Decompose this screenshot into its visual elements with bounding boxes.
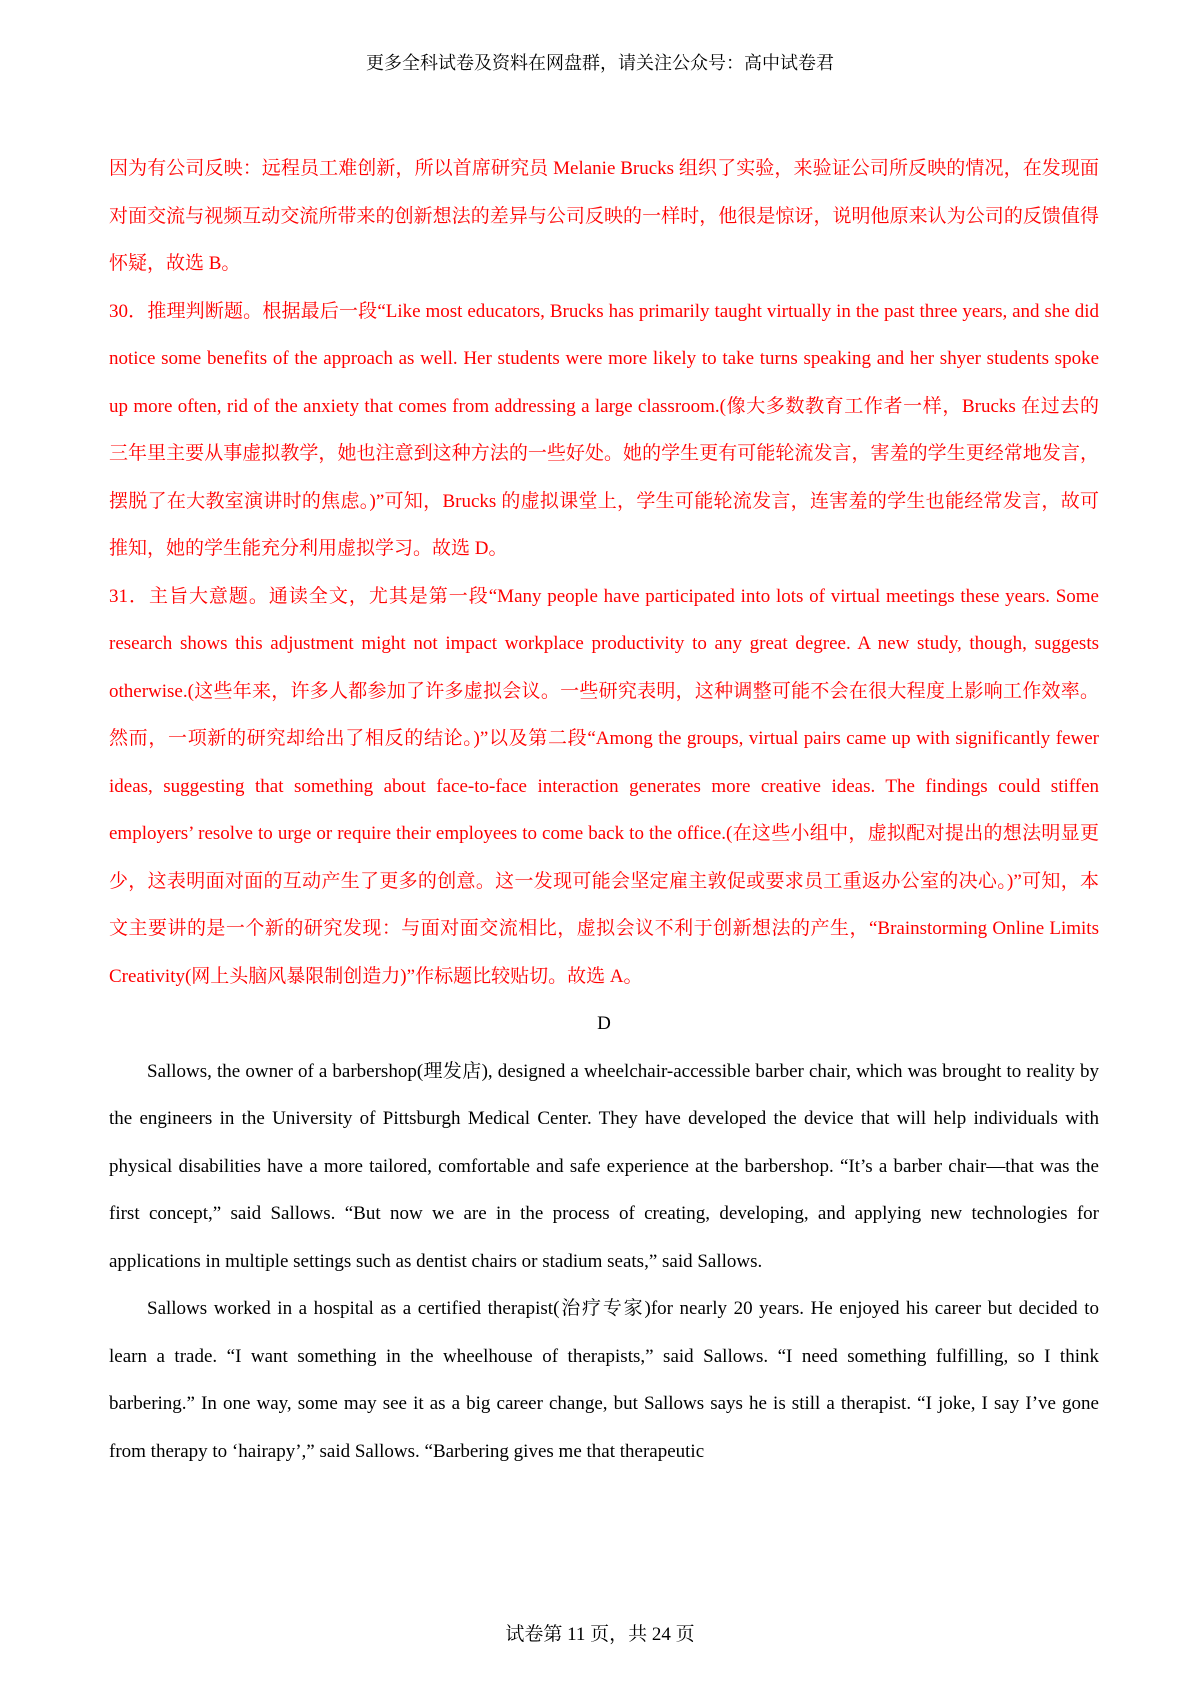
page-content (109, 145, 1099, 1475)
answer-q30: 30．推理判断题。根据最后一段“Like most educators, Brucks has primarily taught virtually in the past three years, and she did notice some benefits of the approach as well. Her students were more likely to take turns speaking and her shyer students spoke up more often, rid of the anxiety that comes from addressing a large classroom.(像大多数教育工作者一样，Brucks 在过去的三年里主要从事虚拟教学，她也注意到这种方法的一些好处。她的学生更有可能轮流发言，害羞的学生更经常地发言，摆脱了在大教室演讲时的焦虑。)”可知，Brucks 的虚拟课堂上，学生可能轮流发言，连害羞的学生也能经常发言，故可推知，她的学生能充分利用虚拟学习。故选 D。 (109, 300, 1099, 559)
passage-paragraph-2: Sallows worked in a hospital as a certified therapist(治疗专家)for nearly 20 years. He enjoyed his career but decided to learn a trade. “I want something in the wheelhouse of therapists,” said Sallows. “I need something fulfilling, so I think barbering.” In one way, some may see it as a big career change, but Sallows says he is still a therapist. “I joke, I say I’ve gone from therapy to ‘hairapy’,” said Sallows. “Barbering gives me that therapeutic (109, 1298, 1099, 1462)
page-header: 更多全科试卷及资料在网盘群，请关注公众号：高中试卷君 (366, 53, 834, 73)
answer-q31: 31．主旨大意题。通读全文，尤其是第一段“Many people have participated into lots of virtual meetings these years. Some research shows this adjustment might not impact workplace productivity to any great degree. A new study, though, suggests otherwise.(这些年来，许多人都参加了许多虚拟会议。一些研究表明，这种调整可能不会在很大程度上影响工作效率。然而，一项新的研究却给出了相反的结论。)”以及第二段“Among the groups, virtual pairs came up with significantly fewer ideas, suggesting that something about face-to-face interaction generates more creative ideas. The findings could stiffen employers’ resolve to urge or require their employees to come back to the office.(在这些小组中，虚拟配对提出的想法明显更少，这表明面对面的互动产生了更多的创意。这一发现可能会坚定雇主敦促或要求员工重返办公室的决心。)”可知，本文主要讲的是一个新的研究发现：与面对面交流相比，虚拟会议不利于创新想法的产生，“Brainstorming Online Limits Creativity(网上头脑风暴限制创造力)”作标题比较贴切。故选 A。 (109, 585, 1099, 987)
section-heading: D (597, 1013, 611, 1034)
passage-paragraph-1: Sallows, the owner of a barbershop(理发店), designed a wheelchair-accessible barber chair, which was brought to reality by the engineers in the University of Pittsburgh Medical Center. They have developed the device that will help individuals with physical disabilities have a more tailored, comfortable and safe experience at the barbershop. “It’s a barber chair—that was the first concept,” said Sallows. “But now we are in the process of creating, developing, and applying new technologies for applications in multiple settings such as dentist chairs or stadium seats,” said Sallows. (109, 1060, 1099, 1272)
reading-passage (109, 1048, 1099, 1476)
answer-explanations (109, 145, 1099, 1000)
page-footer: 试卷第 11 页，共 24 页 (505, 1624, 695, 1645)
answer-q29-continuation: 因为有公司反映：远程员工难创新，所以首席研究员 Melanie Brucks 组织了实验，来验证公司所反映的情况，在发现面对面交流与视频互动交流所带来的创新想法的差异与公司反映的一样时，他很是惊讶，说明他原来认为公司的反馈值得怀疑，故选 B。 (109, 158, 1099, 274)
